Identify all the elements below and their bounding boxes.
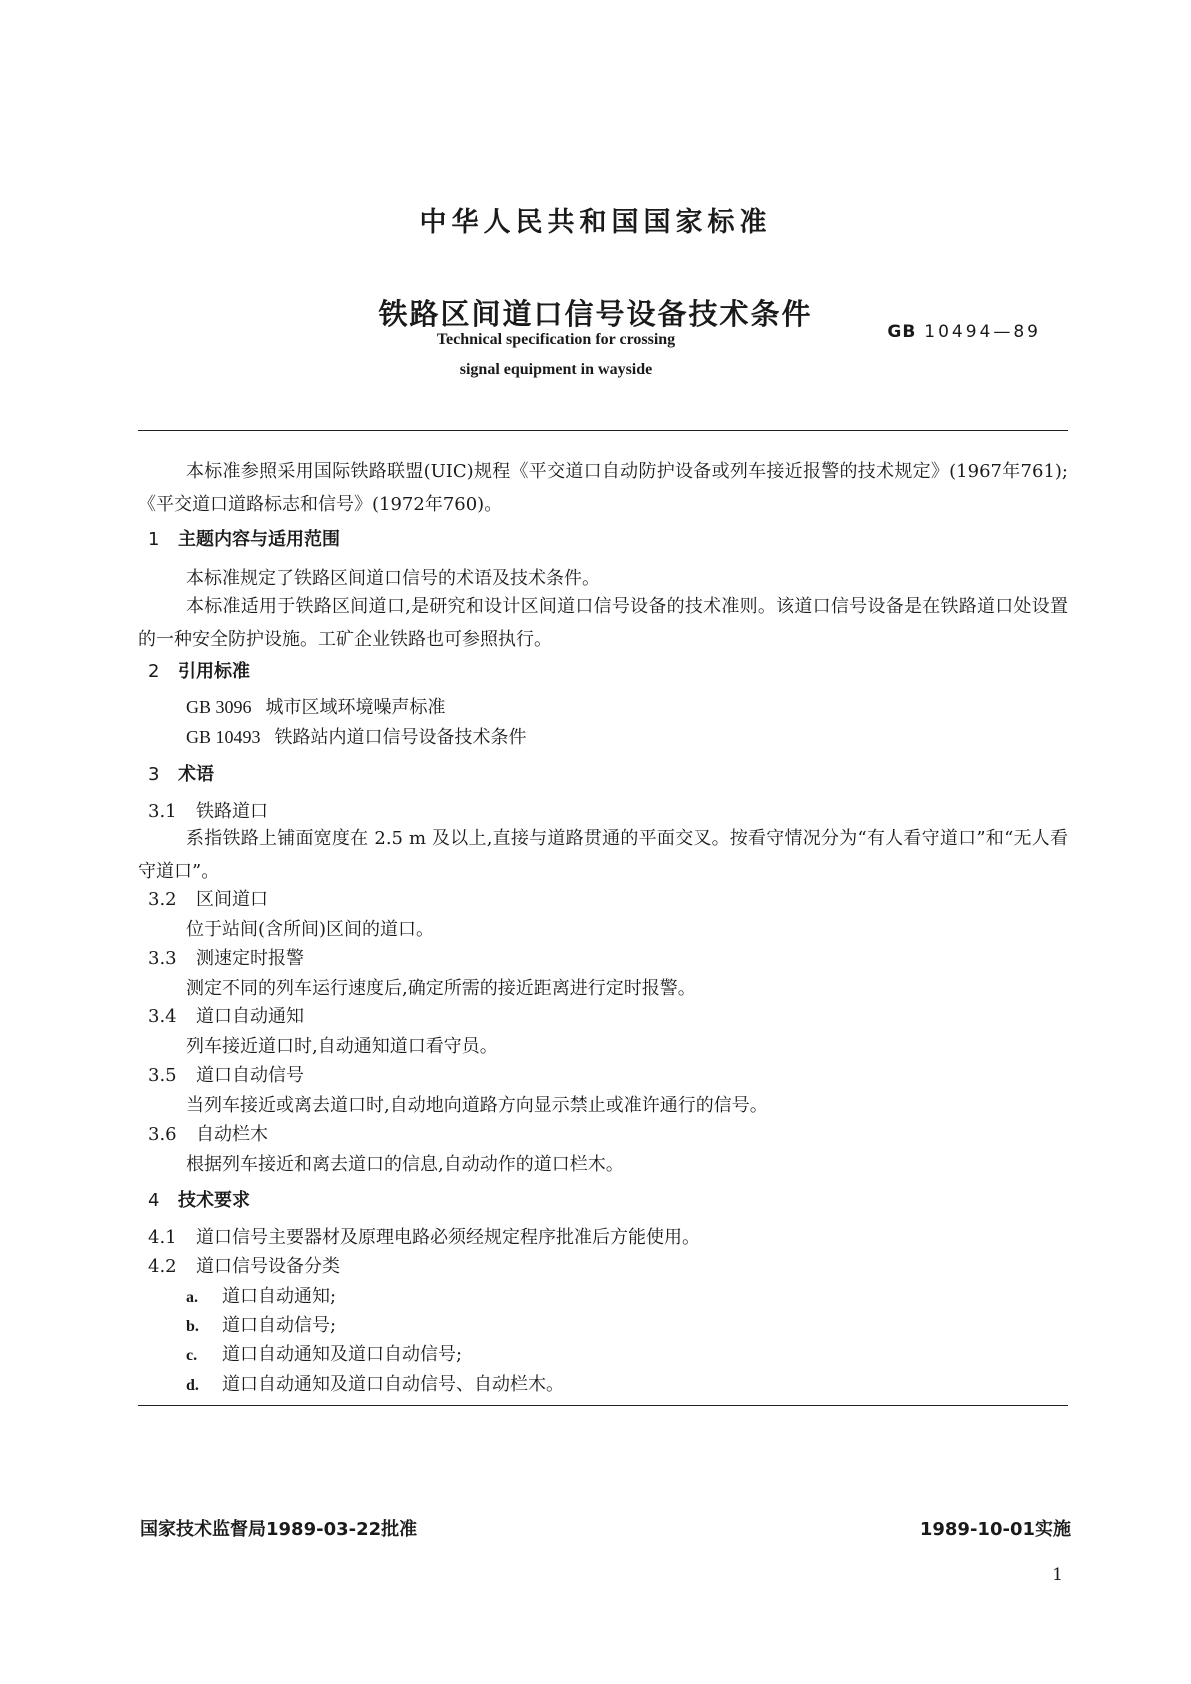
section-title: 引用标准 [178,661,250,682]
reference-standard [186,693,446,719]
term-name: 区间道口 [196,889,268,910]
section-2-heading [148,657,250,683]
list-text: 道口自动信号; [222,1315,337,1336]
clause-4-2 [148,1252,340,1278]
list-text: 道口自动通知; [222,1286,337,1307]
section-number: 2 [148,661,160,682]
term-name: 铁路道口 [196,801,268,822]
english-title-line-1: Technical specification for crossing [436,331,676,348]
list-item [186,1282,336,1308]
term-3-3 [148,944,304,970]
approval-note: 国家技术监督局1989-03-22批准 [140,1519,418,1540]
section-title: 术语 [178,764,214,785]
list-item [186,1370,564,1396]
standard-code: 10494—89 [924,322,1041,342]
term-3-4 [148,1002,304,1028]
national-standard-heading: 中华人民共和国国家标准 [419,207,772,238]
list-text: 道口自动通知及道口自动信号; [222,1344,463,1365]
list-marker: d. [186,1377,199,1394]
clause-4-1 [148,1223,700,1249]
term-number: 3.2 [148,889,177,910]
clause-text: 道口信号设备分类 [196,1256,340,1277]
term-3-5 [148,1061,304,1087]
clause-text: 道口信号主要器材及原理电路必须经规定程序批准后方能使用。 [196,1227,700,1248]
effective-date: 1989-10-01实施 [919,1519,1071,1540]
list-item [186,1311,336,1337]
footer-divider [138,1405,1068,1406]
term-3-3-definition: 测定不同的列车运行速度后,确定所需的接近距离进行定时报警。 [186,978,696,999]
list-text: 道口自动通知及道口自动信号、自动栏木。 [222,1374,564,1395]
intro-paragraph: 本标准参照采用国际铁路联盟(UIC)规程《平交道口自动防护设备或列车接近报警的技术规定》(1967年761);《平交道口道路标志和信号》(1972年760)。 [138,461,1068,515]
section-number: 3 [148,764,160,785]
term-3-1 [148,797,268,823]
term-number: 3.1 [148,801,177,822]
section-1-paragraph-2: 本标准适用于铁路区间道口,是研究和设计区间道口信号设备的技术准则。该道口信号设备是在铁路道口处设置的一种安全防护设施。工矿企业铁路也可参照执行。 [138,596,1068,650]
term-number: 3.5 [148,1065,177,1086]
term-number: 3.4 [148,1006,177,1027]
term-name: 测速定时报警 [196,948,304,969]
standard-prefix: GB [887,322,917,342]
header-divider [138,430,1068,431]
list-item [186,1340,462,1366]
list-marker: c. [186,1347,198,1364]
reference-code: GB 10493 [186,727,261,747]
reference-standard [186,723,527,749]
term-3-6 [148,1120,268,1146]
section-1-paragraph-1: 本标准规定了铁路区间道口信号的术语及技术条件。 [186,568,600,589]
clause-number: 4.1 [148,1227,177,1248]
term-3-1-definition: 系指铁路上铺面宽度在 2.5 m 及以上,直接与道路贯通的平面交叉。按看守情况分为“有人看守道口”和“无人看守道口”。 [138,828,1068,882]
term-name: 道口自动通知 [196,1006,304,1027]
section-number: 4 [148,1190,160,1211]
term-3-6-definition: 根据列车接近和离去道口的信息,自动动作的道口栏木。 [186,1154,624,1175]
list-marker: b. [186,1318,199,1335]
section-title: 技术要求 [178,1190,250,1211]
term-3-5-definition: 当列车接近或离去道口时,自动地向道路方向显示禁止或准许通行的信号。 [186,1095,768,1116]
page-number: 1 [1052,1565,1063,1585]
section-3-heading [148,760,214,786]
term-name: 道口自动信号 [196,1065,304,1086]
clause-number: 4.2 [148,1256,177,1277]
list-marker: a. [186,1289,198,1306]
section-4-heading [148,1186,250,1212]
english-title-line-2: signal equipment in wayside [459,361,653,378]
reference-title: 铁路站内道口信号设备技术条件 [274,727,527,748]
document-title: 铁路区间道口信号设备技术条件 [378,297,813,331]
term-number: 3.3 [148,948,177,969]
section-number: 1 [148,529,160,550]
section-1-heading [148,525,340,551]
term-3-2-definition: 位于站间(含所间)区间的道口。 [186,919,435,940]
section-title: 主题内容与适用范围 [178,529,340,550]
term-3-2 [148,885,268,911]
reference-code: GB 3096 [186,697,252,717]
term-number: 3.6 [148,1124,177,1145]
term-3-4-definition: 列车接近道口时,自动通知道口看守员。 [186,1036,498,1057]
reference-title: 城市区域环境噪声标准 [265,697,446,718]
term-name: 自动栏木 [196,1124,268,1145]
